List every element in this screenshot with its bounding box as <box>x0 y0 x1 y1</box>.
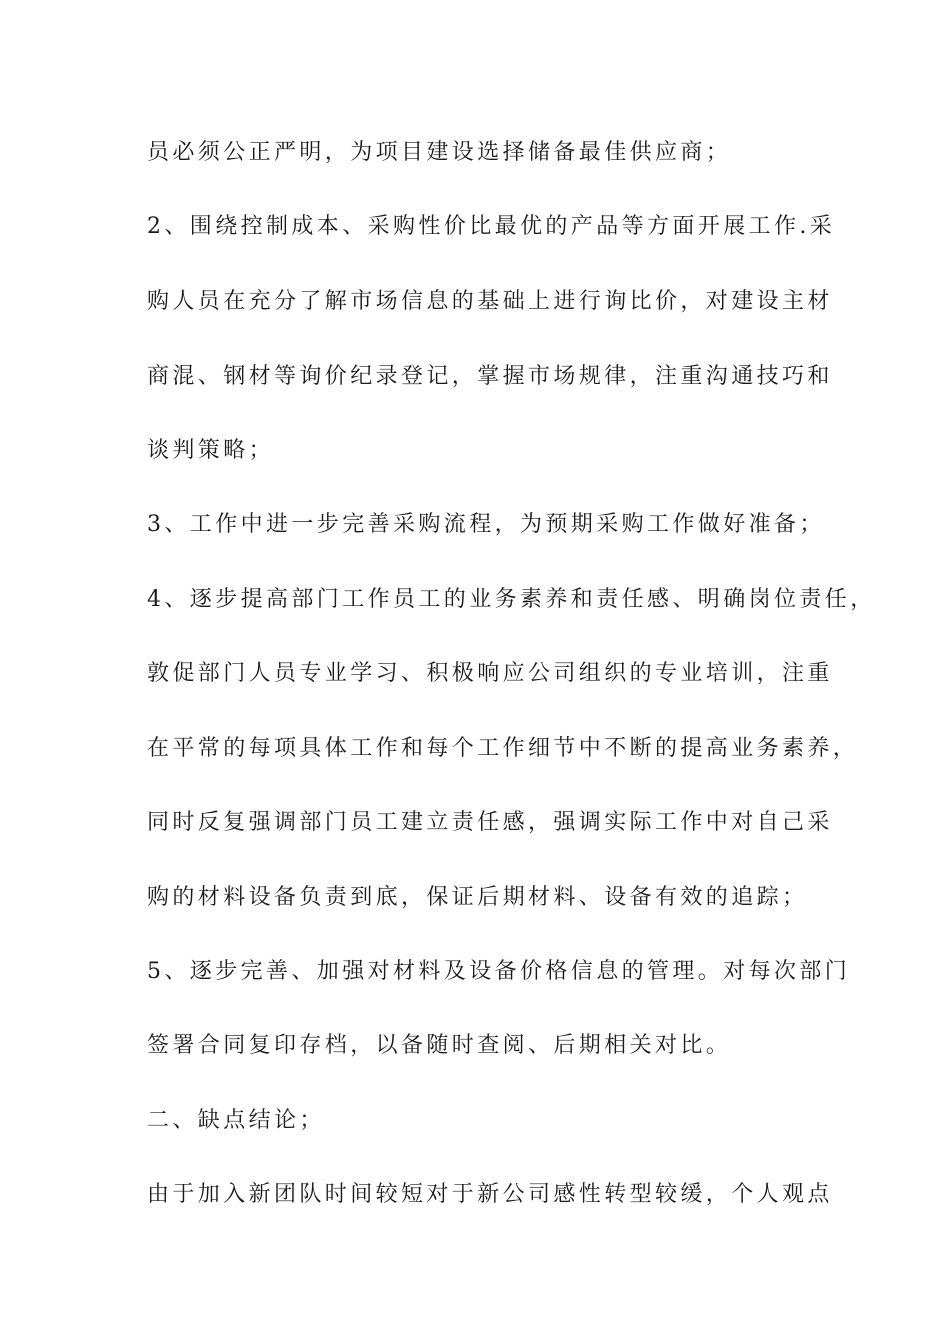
text-line: 由于加入新团队时间较短对于新公司感性转型较缓，个人观点 <box>147 1182 833 1207</box>
text-line: 在平常的每项具体工作和每个工作细节中不断的提高业务素养， <box>147 736 859 761</box>
text-line: 谈判策略； <box>147 438 275 463</box>
text-line: 5、逐步完善、加强对材料及设备价格信息的管理。对每次部门 <box>147 959 851 984</box>
text-line: 签署合同复印存档，以备随时查阅、后期相关对比。 <box>147 1033 732 1058</box>
text-line: 购的材料设备负责到底，保证后期材料、设备有效的追踪； <box>147 885 808 910</box>
text-line: 2、围绕控制成本、采购性价比最优的产品等方面开展工作.采 <box>147 214 836 239</box>
text-line: 4、逐步提高部门工作员工的业务素养和责任感、明确岗位责任， <box>147 587 876 612</box>
text-line: 3、工作中进一步完善采购流程，为预期采购工作做好准备； <box>147 512 825 537</box>
text-line: 同时反复强调部门员工建立责任感，强调实际工作中对自己采 <box>147 810 833 835</box>
text-line: 敦促部门人员专业学习、积极响应公司组织的专业培训，注重 <box>147 661 833 686</box>
text-line: 购人员在充分了解市场信息的基础上进行询比价，对建设主材 <box>147 289 833 314</box>
section-heading: 二、缺点结论； <box>147 1108 325 1133</box>
text-line: 员必须公正严明，为项目建设选择储备最佳供应商； <box>147 140 732 165</box>
text-line: 商混、钢材等询价纪录登记，掌握市场规律，注重沟通技巧和 <box>147 364 833 389</box>
